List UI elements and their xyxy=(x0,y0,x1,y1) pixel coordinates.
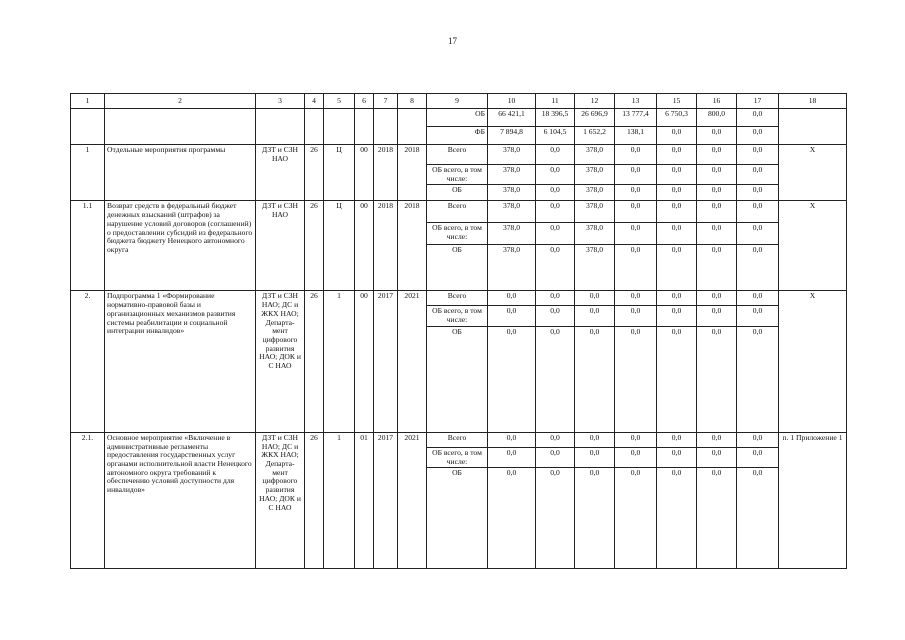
amount-cell: 0,0 xyxy=(615,468,657,569)
amount-cell: 0,0 xyxy=(697,201,737,223)
note-cell: Х xyxy=(779,201,847,291)
amount-cell: 0,0 xyxy=(615,245,657,291)
amount-cell: 0,0 xyxy=(536,432,575,447)
amount-cell: 0,0 xyxy=(697,306,737,326)
amount-cell: 378,0 xyxy=(488,223,536,245)
executor: ДЗТ и СЗН НАО; ДС и ЖКХ НАО; Департа-мент цифрового развития НАО; ДОК и С НАО xyxy=(256,432,305,568)
funding-source: Всего xyxy=(427,432,488,447)
table-row xyxy=(71,291,847,306)
amount-cell: 0,0 xyxy=(657,201,697,223)
item-name: Отдельные мероприятия программы xyxy=(105,145,256,201)
header-cell: 18 xyxy=(779,94,847,109)
amount-cell: 0,0 xyxy=(536,468,575,569)
funding-source: ОБ всего, в том числе: xyxy=(427,165,488,185)
amount-cell: 0,0 xyxy=(575,468,615,569)
code-6: 00 xyxy=(355,291,374,432)
executor: ДЗТ и СЗН НАО xyxy=(256,201,305,291)
funding-source: Всего xyxy=(427,145,488,165)
amount-cell: 0,0 xyxy=(657,326,697,432)
amount-cell: 0,0 xyxy=(657,468,697,569)
start-year: 2018 xyxy=(374,201,398,291)
funding-source: ОБ xyxy=(427,326,488,432)
header-cell: 7 xyxy=(374,94,398,109)
amount-cell: 0,0 xyxy=(737,127,779,145)
header-cell: 4 xyxy=(305,94,324,109)
code-5: 1 xyxy=(324,432,355,568)
code-4: 26 xyxy=(305,291,324,432)
table-row xyxy=(71,109,847,127)
funding-source: ОБ всего, в том числе: xyxy=(427,223,488,245)
header-row xyxy=(71,94,847,109)
amount-cell: 0,0 xyxy=(536,447,575,467)
item-number: 2.1. xyxy=(71,432,105,568)
amount-cell: 0,0 xyxy=(697,291,737,306)
header-cell: 2 xyxy=(105,94,256,109)
item-name: Основное мероприятие «Включение в административные регламенты предоставления государственных услуг органами исполнительной власти Ненецкого автономного округа требований к обеспечению условий доступности для инвалидов» xyxy=(105,432,256,568)
amount-cell: 0,0 xyxy=(737,306,779,326)
empty-cell xyxy=(324,109,355,145)
header-cell: 5 xyxy=(324,94,355,109)
amount-cell: 378,0 xyxy=(575,201,615,223)
empty-cell xyxy=(355,109,374,145)
empty-cell xyxy=(71,109,105,145)
amount-cell: 0,0 xyxy=(536,291,575,306)
amount-cell: 0,0 xyxy=(536,326,575,432)
end-year: 2021 xyxy=(398,432,427,568)
amount-cell: 0,0 xyxy=(488,468,536,569)
amount-cell: 0,0 xyxy=(657,306,697,326)
amount-cell: 0,0 xyxy=(657,291,697,306)
amount-cell: 0,0 xyxy=(657,432,697,447)
end-year: 2018 xyxy=(398,145,427,201)
budget-table xyxy=(70,93,847,569)
amount-cell: 0,0 xyxy=(536,145,575,165)
amount-cell: 0,0 xyxy=(697,165,737,185)
page-number: 17 xyxy=(448,36,457,46)
funding-source: Всего xyxy=(427,291,488,306)
amount-cell: 0,0 xyxy=(536,223,575,245)
start-year: 2017 xyxy=(374,291,398,432)
amount-cell: 0,0 xyxy=(737,145,779,165)
empty-cell xyxy=(398,109,427,145)
amount-cell: 0,0 xyxy=(615,306,657,326)
header-cell: 10 xyxy=(488,94,536,109)
amount-cell: 6 104,5 xyxy=(536,127,575,145)
code-5: 1 xyxy=(324,291,355,432)
header-cell: 1 xyxy=(71,94,105,109)
note-cell: п. 1 Приложение 1 xyxy=(779,432,847,568)
amount-cell: 0,0 xyxy=(737,432,779,447)
empty-cell xyxy=(256,109,305,145)
item-number: 1.1 xyxy=(71,201,105,291)
amount-cell: 0,0 xyxy=(697,447,737,467)
funding-source: ФБ xyxy=(427,127,488,145)
header-cell: 12 xyxy=(575,94,615,109)
amount-cell: 0,0 xyxy=(488,326,536,432)
amount-cell: 378,0 xyxy=(575,223,615,245)
code-4: 26 xyxy=(305,145,324,201)
amount-cell: 0,0 xyxy=(737,291,779,306)
amount-cell: 0,0 xyxy=(575,306,615,326)
amount-cell: 0,0 xyxy=(697,185,737,201)
amount-cell: 378,0 xyxy=(488,145,536,165)
amount-cell: 0,0 xyxy=(488,291,536,306)
amount-cell: 0,0 xyxy=(737,326,779,432)
amount-cell: 0,0 xyxy=(737,165,779,185)
code-6: 00 xyxy=(355,201,374,291)
amount-cell: 0,0 xyxy=(615,201,657,223)
amount-cell: 0,0 xyxy=(657,447,697,467)
amount-cell: 0,0 xyxy=(536,185,575,201)
funding-source: Всего xyxy=(427,201,488,223)
amount-cell: 0,0 xyxy=(488,306,536,326)
amount-cell: 0,0 xyxy=(737,109,779,127)
amount-cell: 0,0 xyxy=(615,165,657,185)
end-year: 2018 xyxy=(398,201,427,291)
amount-cell: 0,0 xyxy=(615,291,657,306)
amount-cell: 0,0 xyxy=(737,447,779,467)
amount-cell: 0,0 xyxy=(737,245,779,291)
header-cell: 8 xyxy=(398,94,427,109)
amount-cell: 378,0 xyxy=(575,145,615,165)
funding-source: ОБ всего, в том числе: xyxy=(427,306,488,326)
empty-cell xyxy=(305,109,324,145)
amount-cell: 6 750,3 xyxy=(657,109,697,127)
amount-cell: 0,0 xyxy=(657,165,697,185)
amount-cell: 66 421,1 xyxy=(488,109,536,127)
amount-cell: 0,0 xyxy=(488,447,536,467)
amount-cell: 0,0 xyxy=(697,468,737,569)
amount-cell: 0,0 xyxy=(575,432,615,447)
start-year: 2018 xyxy=(374,145,398,201)
code-5: Ц xyxy=(324,145,355,201)
amount-cell: 0,0 xyxy=(657,245,697,291)
amount-cell: 7 894,8 xyxy=(488,127,536,145)
header-cell: 13 xyxy=(615,94,657,109)
code-6: 01 xyxy=(355,432,374,568)
item-number: 1 xyxy=(71,145,105,201)
amount-cell: 0,0 xyxy=(575,291,615,306)
item-number: 2. xyxy=(71,291,105,432)
empty-cell xyxy=(105,109,256,145)
amount-cell: 0,0 xyxy=(615,223,657,245)
table-row xyxy=(71,432,847,447)
amount-cell: 18 396,5 xyxy=(536,109,575,127)
amount-cell: 378,0 xyxy=(488,165,536,185)
amount-cell: 378,0 xyxy=(575,185,615,201)
amount-cell: 0,0 xyxy=(697,326,737,432)
header-cell: 17 xyxy=(737,94,779,109)
amount-cell: 0,0 xyxy=(737,223,779,245)
amount-cell: 0,0 xyxy=(657,127,697,145)
amount-cell: 0,0 xyxy=(697,127,737,145)
amount-cell: 0,0 xyxy=(536,165,575,185)
executor: ДЗТ и СЗН НАО; ДС и ЖКХ НАО; Департа-мент цифрового развития НАО; ДОК и С НАО xyxy=(256,291,305,432)
funding-source: ОБ xyxy=(427,245,488,291)
funding-source: ОБ xyxy=(427,109,488,127)
funding-source: ОБ xyxy=(427,185,488,201)
executor: ДЗТ и СЗН НАО xyxy=(256,145,305,201)
amount-cell: 0,0 xyxy=(488,432,536,447)
amount-cell: 0,0 xyxy=(657,145,697,165)
code-6: 00 xyxy=(355,145,374,201)
funding-source: ОБ xyxy=(427,468,488,569)
amount-cell: 0,0 xyxy=(536,245,575,291)
code-4: 26 xyxy=(305,432,324,568)
note-cell xyxy=(779,109,847,145)
start-year: 2017 xyxy=(374,432,398,568)
amount-cell: 0,0 xyxy=(697,223,737,245)
code-5: Ц xyxy=(324,201,355,291)
amount-cell: 800,0 xyxy=(697,109,737,127)
header-cell: 6 xyxy=(355,94,374,109)
amount-cell: 0,0 xyxy=(657,185,697,201)
amount-cell: 0,0 xyxy=(615,185,657,201)
amount-cell: 0,0 xyxy=(615,432,657,447)
code-4: 26 xyxy=(305,201,324,291)
amount-cell: 0,0 xyxy=(615,145,657,165)
amount-cell: 378,0 xyxy=(575,245,615,291)
amount-cell: 0,0 xyxy=(737,185,779,201)
amount-cell: 378,0 xyxy=(488,245,536,291)
amount-cell: 0,0 xyxy=(575,447,615,467)
item-name: Подпрограмма 1 «Формирование нормативно-правовой базы и организационных механизмов развития системы реабилитации и социальной интеграции инвалидов» xyxy=(105,291,256,432)
header-cell: 3 xyxy=(256,94,305,109)
amount-cell: 0,0 xyxy=(615,447,657,467)
amount-cell: 378,0 xyxy=(488,201,536,223)
amount-cell: 0,0 xyxy=(536,306,575,326)
empty-cell xyxy=(374,109,398,145)
amount-cell: 0,0 xyxy=(615,326,657,432)
amount-cell: 26 696,9 xyxy=(575,109,615,127)
amount-cell: 0,0 xyxy=(737,201,779,223)
item-name: Возврат средств в федеральный бюджет денежных взысканий (штрафов) за нарушение условий договоров (соглашений) о предоставлении субсидий из федерального бюджета бюджету Ненецкого автономного округа xyxy=(105,201,256,291)
amount-cell: 378,0 xyxy=(488,185,536,201)
header-cell: 16 xyxy=(697,94,737,109)
header-cell: 11 xyxy=(536,94,575,109)
note-cell: Х xyxy=(779,291,847,432)
amount-cell: 1 652,2 xyxy=(575,127,615,145)
funding-source: ОБ всего, в том числе: xyxy=(427,447,488,467)
note-cell: Х xyxy=(779,145,847,201)
amount-cell: 138,1 xyxy=(615,127,657,145)
amount-cell: 0,0 xyxy=(697,145,737,165)
amount-cell: 0,0 xyxy=(737,468,779,569)
amount-cell: 13 777,4 xyxy=(615,109,657,127)
table-row xyxy=(71,201,847,223)
amount-cell: 0,0 xyxy=(697,432,737,447)
amount-cell: 0,0 xyxy=(536,201,575,223)
amount-cell: 378,0 xyxy=(575,165,615,185)
end-year: 2021 xyxy=(398,291,427,432)
amount-cell: 0,0 xyxy=(697,245,737,291)
header-cell: 9 xyxy=(427,94,488,109)
amount-cell: 0,0 xyxy=(657,223,697,245)
header-cell: 15 xyxy=(657,94,697,109)
table-row xyxy=(71,145,847,165)
amount-cell: 0,0 xyxy=(575,326,615,432)
